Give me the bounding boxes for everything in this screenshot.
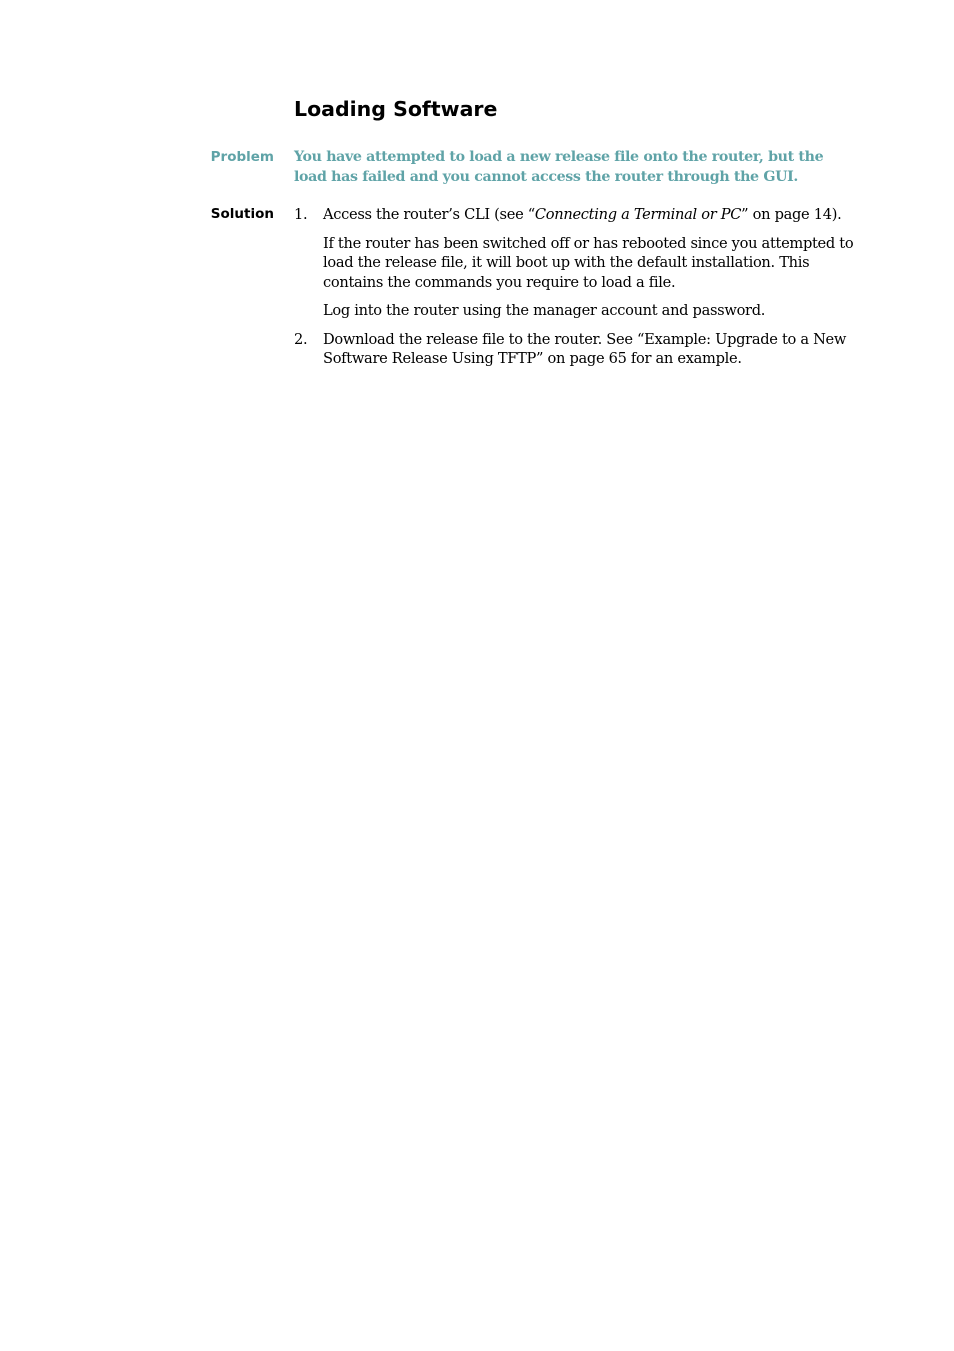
step-2-instruction: Download the release file to the router. See “Example: Upgrade to a New Software Release Using TFTP” on page 65 for an example. — [323, 330, 847, 367]
step-1-note: If the router has been switched off or has rebooted since you attempted to load the release file, it will boot up with the default installation. This contains the commands you require to load a file. — [323, 234, 854, 291]
step-1-text-before: Access the router’s CLI (see “ — [323, 206, 535, 223]
page-title: Loading Software — [294, 97, 498, 121]
step-number: 2. — [294, 330, 308, 348]
problem-text: You have attempted to load a new release file onto the router, but the load has failed and you cannot access the router through the GUI. — [294, 149, 824, 185]
step-1-text-after: ” on page 14). — [741, 206, 842, 223]
solution-step-2 — [294, 330, 854, 369]
step-1-login-note: Log into the router using the manager account and password. — [323, 302, 766, 319]
solution-step-1 — [294, 205, 854, 321]
problem-label: Problem — [210, 149, 274, 165]
cross-reference-link[interactable]: Connecting a Terminal or PC — [534, 206, 742, 223]
solution-label: Solution — [210, 206, 274, 222]
step-1-instruction — [323, 205, 854, 225]
solution-steps — [294, 205, 854, 369]
step-number: 1. — [294, 206, 308, 223]
